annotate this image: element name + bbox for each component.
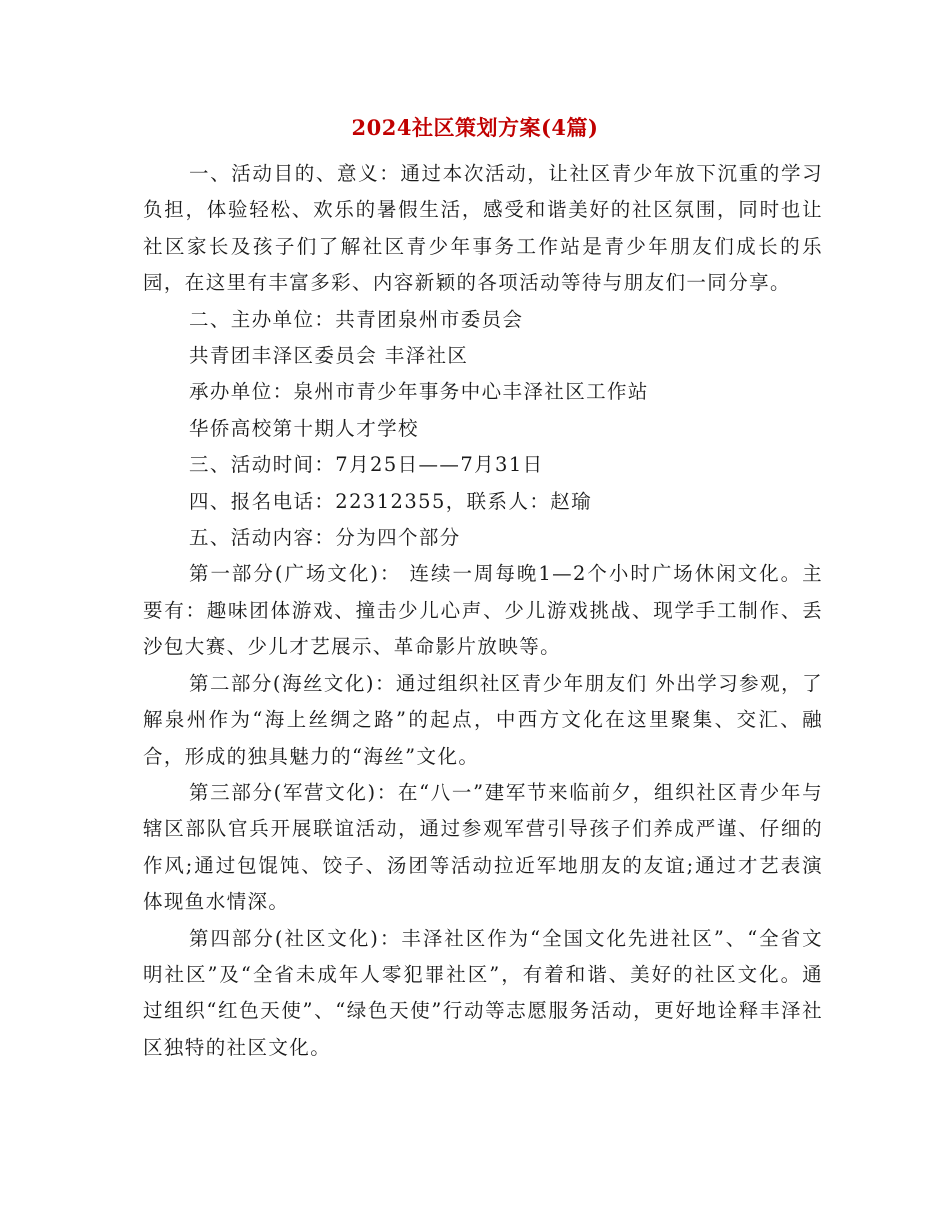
paragraph-organizer-2: 共青团丰泽区委员会 丰泽社区 [189,344,469,368]
paragraph-co-organizer-2: 华侨高校第十期人才学校 [189,416,419,440]
paragraph-time: 三、活动时间：7月25日——7月31日 [189,453,544,477]
paragraph-part-two: 第二部分(海丝文化)：通过组织社区青少年朋友们 外出学习参观，了解泉州作为“海上丝绸之路”的起点，中西方文化在这里聚集、交汇、融合，形成的独具魅力的“海丝”文化。 [143,671,823,768]
paragraph-content-heading: 五、活动内容：分为四个部分 [189,526,461,550]
paragraph-co-organizer: 承办单位：泉州市青少年事务中心丰泽社区工作站 [189,380,649,404]
paragraph-part-four: 第四部分(社区文化)：丰泽社区作为“全国文化先进社区”、“全省文明社区”及“全省未成年人零犯罪社区”，有着和谐、美好的社区文化。通过组织“红色天使”、“绿色天使”行动等志愿服务活动，更好地诠释丰泽社区独特的社区文化。 [143,926,823,1059]
paragraph-purpose: 一、活动目的、意义：通过本次活动，让社区青少年放下沉重的学习负担，体验轻松、欢乐的暑假生活，感受和谐美好的社区氛围，同时也让社区家长及孩子们了解社区青少年事务工作站是青少年朋友们成长的乐园，在这里有丰富多彩、内容新颖的各项活动等待与朋友们一同分享。 [143,162,823,295]
paragraph-contact: 四、报名电话：22312355，联系人：赵瑜 [189,489,593,513]
paragraph-part-one: 第一部分(广场文化)： 连续一周每晚1—2个小时广场休闲文化。主要有：趣味团体游戏、撞击少儿心声、少儿游戏挑战、现学手工制作、丢沙包大赛、少儿才艺展示、革命影片放映等。 [143,562,823,659]
paragraph-part-three: 第三部分(军营文化)：在“八一”建军节来临前夕，组织社区青少年与辖区部队官兵开展联谊活动，通过参观军营引导孩子们养成严谨、仔细的作风;通过包馄饨、饺子、汤团等活动拉近军地朋友的友谊;通过才艺表演体现鱼水情深。 [143,780,823,914]
paragraph-organizer: 二、主办单位：共青团泉州市委员会 [189,307,524,331]
document-title: 2024社区策划方案(4篇) [351,115,599,140]
document-body [143,156,823,1066]
